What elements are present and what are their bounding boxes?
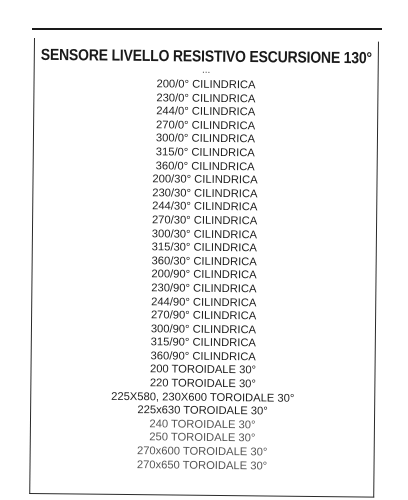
list-item: 225X580, 230X600 TOROIDALE 30°: [111, 390, 295, 405]
list-item: 225x630 TOROIDALE 30°: [137, 404, 268, 418]
list-item: 300/0° CILINDRICA: [155, 132, 255, 146]
list-item: 315/90° CILINDRICA: [150, 336, 256, 350]
list-item: 200/30° CILINDRICA: [152, 173, 258, 187]
list-item: 270/30° CILINDRICA: [151, 214, 258, 228]
list-item: 270x650 TOROIDALE 30°: [136, 458, 268, 473]
list-item: 360/30° CILINDRICA: [151, 254, 257, 269]
list-item: 220 TOROIDALE 30°: [149, 377, 256, 391]
list-item: 244/90° CILINDRICA: [151, 295, 257, 309]
list-item: 244/30° CILINDRICA: [152, 200, 258, 214]
document-sheet: [29, 38, 379, 498]
list-item: 230/30° CILINDRICA: [152, 186, 258, 201]
list-item: 200/90° CILINDRICA: [151, 268, 257, 282]
ellipsis-marker: ...: [201, 64, 211, 76]
list-item: 240 TOROIDALE 30°: [149, 418, 256, 432]
document-title: SENSORE LIVELLO RESISTIVO ESCURSIONE 130°: [40, 44, 372, 67]
list-item: 270/90° CILINDRICA: [150, 309, 257, 323]
list-item: 300/30° CILINDRICA: [151, 227, 258, 241]
list-item: 270/0° CILINDRICA: [156, 119, 256, 133]
list-item: 315/0° CILINDRICA: [155, 146, 255, 160]
list-item: 270x600 TOROIDALE 30°: [136, 445, 268, 459]
list-item: 300/90° CILINDRICA: [150, 322, 257, 337]
list-item: 200 TOROIDALE 30°: [149, 363, 257, 377]
list-item: 360/0° CILINDRICA: [155, 159, 255, 173]
list-item: 230/0° CILINDRICA: [156, 91, 256, 105]
list-item: 230/90° CILINDRICA: [151, 282, 257, 296]
top-rule: [32, 28, 382, 30]
list-item: 250 TOROIDALE 30°: [149, 431, 256, 445]
list-item: 315/30° CILINDRICA: [151, 241, 257, 255]
product-list: [30, 77, 377, 475]
list-item: 360/90° CILINDRICA: [150, 350, 256, 364]
list-item: 244/0° CILINDRICA: [156, 105, 256, 119]
list-item: 200/0° CILINDRICA: [156, 78, 256, 92]
